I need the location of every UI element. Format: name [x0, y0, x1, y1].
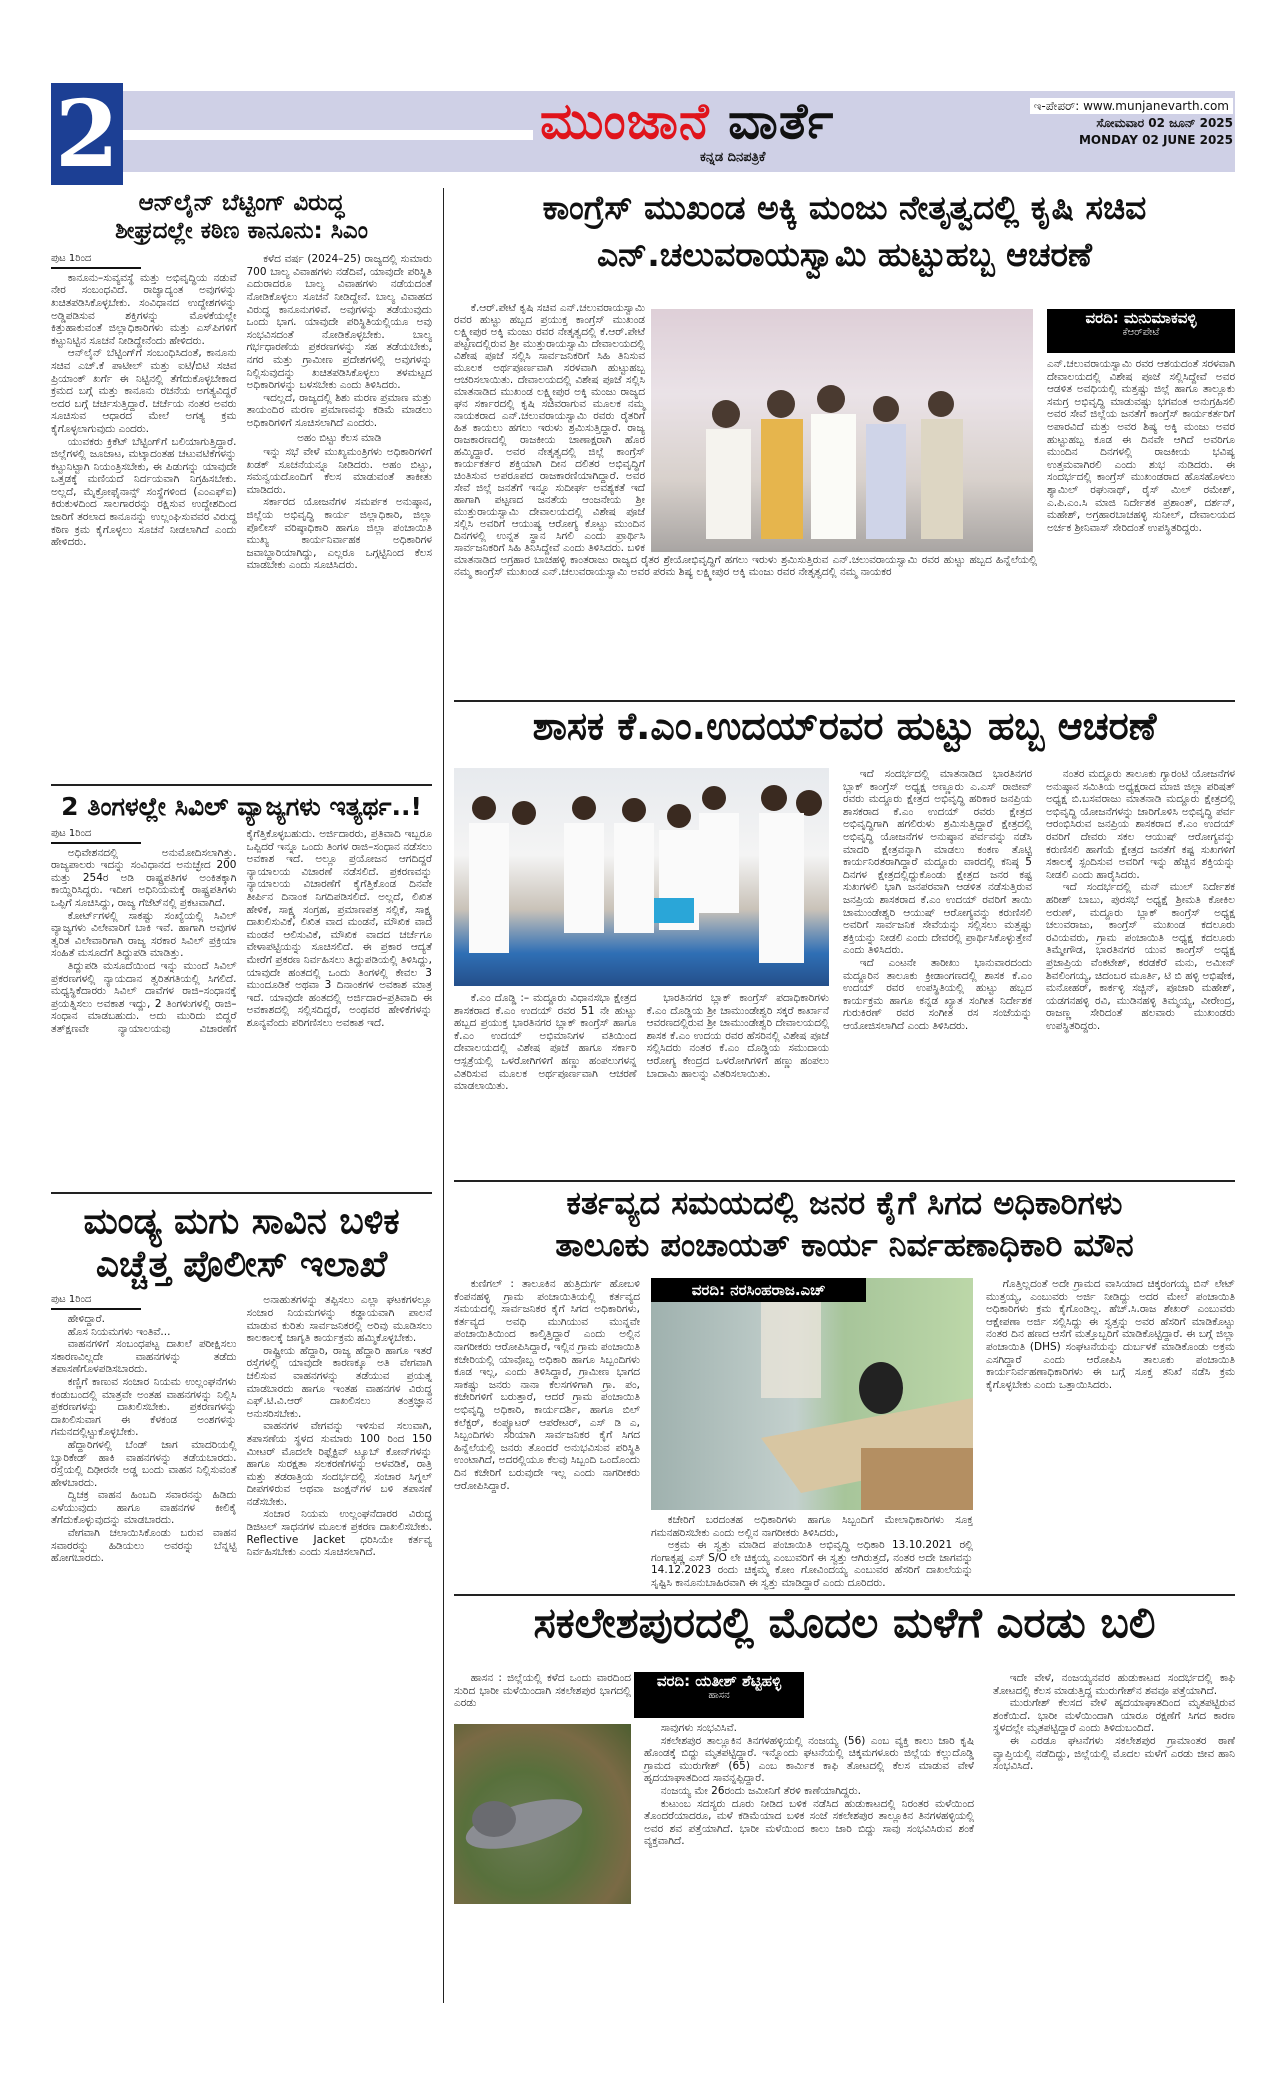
page-number: 2 [51, 83, 123, 185]
date-english: MONDAY 02 JUNE 2025 [1078, 133, 1233, 147]
photo-figure [454, 1724, 631, 1904]
paragraph: ಕುಣಿಗಲ್ : ತಾಲೂಕಿನ ಹುತ್ರಿದುರ್ಗ ಹೋಬಳಿ ಕೆಂಪನಹಳ್ಳಿ ಗ್ರಾಮ ಪಂಚಾಯಿತಿಯಲ್ಲಿ ಕರ್ತವ್ಯದ ಸಮಯದಲ್ಲಿ ಸಾರ್ವಜನಿಕರ ಕೈಗೆ ಸಿಗದ ಅಧಿಕಾರಿಗಳು, ಕರ್ತವ್ಯದ ಅವಧಿ ಮುಗಿಯುವ ಮುನ್ನವೇ ಪಂಚಾಯಿತಿಯಿಂದ ಕಾಲ್ಕಿತ್ತಿದ್ದಾರೆ ಎಂದು ಅಲ್ಲಿನ ನಾಗರೀಕರು ಆರೋಪಿಸಿದ್ದಾರೆ, ಇಲ್ಲಿನ ಗ್ರಾಮ ಪಂಚಾಯಿತಿ ಕಚೇರಿಯಲ್ಲಿ ಯಾವೊಬ್ಬ ಅಧಿಕಾರಿ ಹಾಗೂ ಸಿಬ್ಬಂದಿಗಳು ಕೂಡ ಇಲ್ಲ, ಎಂದು ತಿಳಿಸಿದ್ದಾರೆ, ಗ್ರಾಮೀಣ ಭಾಗದ ಸಾಕಷ್ಟು ಜನರು ನಾನಾ ಕೆಲಸಗಳಿಗಾಗಿ ಗ್ರಾ. ಪಂ, ಕಚೇರಿಗಳಿಗೆ ಬರುತ್ತಾರೆ, ಆದರೆ ಗ್ರಾಮ ಪಂಚಾಯಿತಿ ಅಭಿವೃದ್ಧಿ ಅಧಿಕಾರಿ, ಕಾರ್ಯದರ್ಶಿ, ಹಾಗೂ ಬಿಲ್ ಕಲೆಕ್ಟರ್, ಕಂಪ್ಯೂಟರ್ ಆಪರೇಟರ್, ಎಸ್ ಡಿ ಎ, ಸಿಬ್ಬಂದಿಗಳು ಸರಿಯಾಗಿ ಸಾರ್ವಜನಿಕರ ಕೈಗೆ ಸಿಗದ ಹಿನ್ನೆಲೆಯಲ್ಲಿ ಜನರು ತೊಂದರೆ ಅನುಭವಿಸುವ ಪರಿಸ್ಥಿತಿ ಉಂಟಾಗಿದೆ, ಅದರಲ್ಲಿಯೂ ಕೆಲವು ಸಿಬ್ಬಂದಿ ಒಂದೊಂದು ದಿನ ಕಚೇರಿಗೆ ಬರುವುದೇ ಇಲ್ಲ ಎಂದು ನಾಗರೀಕರು ಆರೋಪಿಸಿದ್ದಾರೆ. [454, 1278, 640, 1492]
headline-line-2: ತಾಲೂಕು ಪಂಚಾಯತ್ ಕಾರ್ಯ ನಿರ್ವಹಣಾಧಿಕಾರಿ ಮೌನ [555, 1226, 1134, 1264]
paragraph: ಹಾಸನ : ಜಿಲ್ಲೆಯಲ್ಲಿ ಕಳೆದ ಒಂದು ವಾರದಿಂದ ಸುರಿದ ಭಾರೀ ಮಳೆಯಿಂದಾಗಿ ಸಕಲೇಶಪುರ ಭಾಗದಲ್ಲಿ ಎರಡು [454, 1672, 631, 1710]
article-separator [454, 1180, 1235, 1182]
paragraph: ಹೆದ್ದಾರಿಗಳಲ್ಲಿ ಬೆಂಡ್ ಜಾಗ ಮಾದರಿಯಲ್ಲಿ ಬ್ಯಾರಿಕೇಡ್ ಹಾಕಿ ವಾಹನಗಳನ್ನು ತಡೆಯಬಾರದು. ರಸ್ತೆಯಲ್ಲಿ ದಿಢೀರನೇ ಅಡ್ಡ ಬಂದು ವಾಹನ ನಿಲ್ಲಿಸುವಂತೆ ಹೇಳಬಾರದು. [51, 1438, 237, 1489]
headline-line-1: ಕಾಂಗ್ರೆಸ್ ಮುಖಂಡ ಅಕ್ಕಿ ಮಂಜು ನೇತೃತ್ವದಲ್ಲಿ ಕೃಷಿ ಸಚಿವ [542, 188, 1147, 227]
photo-office-furniture [651, 1278, 973, 1510]
headline-line-1: ಆನ್‌ಲೈನ್ ಬೆಟ್ಟಿಂಗ್ ವಿರುದ್ಧ [138, 190, 345, 216]
byline-box [651, 1278, 866, 1302]
article-online-betting [51, 190, 432, 753]
masthead-stripe [123, 130, 533, 140]
paragraph: ವಾಹನಗಳ ವೇಗವನ್ನು ಇಳಿಸುವ ಸಲುವಾಗಿ, ತಪಾಸಣೆಯ ಸ್ಥಳದ ಸುಮಾರು 100 ರಿಂದ 150 ಮೀಟರ್ ಮೊದಲೇ ರಿಫ್ಲೆಕ್ಟಿವ್ ಟ್ಯೂಬ್ ಕೋನ್‌ಗಳನ್ನು ಹಾಗೂ ಸುರಕ್ಷತಾ ಸಲಕರಣೆಗಳನ್ನು ಅಳವಡಿಕೆ, ರಾತ್ರಿ ಮತ್ತು ತಡರಾತ್ರಿಯ ಸಂದರ್ಭದಲ್ಲಿ ಸಂಚಾರ ಸಿಗ್ನಲ್ ದೀಪಗಳಿರುವ ಅಥವಾ ಜಂಕ್ಷನ್‌ಗಳ ಬಳಿ ತಪಾಸಣೆ ನಡೆಸಬೇಕು. [246, 1420, 432, 1508]
paragraph: ಎನ್.ಚಲುವರಾಯಸ್ವಾಮಿ ರವರ ಆಶಯದಂತೆ ಸರಳವಾಗಿ ದೇವಾಲಯದಲ್ಲಿ ವಿಶೇಷ ಪೂಜೆ ಸಲ್ಲಿಸಿದ್ದೇವೆ ಅವರ ಆಡಳಿತ ಅವಧಿಯಲ್ಲಿ ಮತ್ತಷ್ಟು ಜಿಲ್ಲೆ ಹಾಗೂ ತಾಲ್ಲೂಕು ಸಮಗ್ರ ಅಭಿವೃದ್ಧಿ ಮಾಡುವಷ್ಟು ಭಗವಂತ ಅನುಗ್ರಹಿಸಲಿ ಅವರ ಸೇವೆ ಜಿಲ್ಲೆಯ ಜನತೆಗೆ ಕಾಂಗ್ರೆಸ್ ಕಾರ್ಯಕರ್ತರಿಗೆ ಅಪಾರವಿದೆ ಮತ್ತು ಅವರ ಶಿಷ್ಯ ಅಕ್ಕಿ ಮಂಜು ಅವರ ಹುಟ್ಟುಹಬ್ಬ ಕೂಡ ಈ ದಿನವೇ ಆಗಿದೆ ಅವರಿಗೂ ಮುಂದಿನ ದಿನಗಳಲ್ಲಿ ರಾಜಕೀಯ ಭವಿಷ್ಯ ಉತ್ತಮವಾಗಿರಲಿ ಎಂದು ಶುಭ ನುಡಿದರು. ಈ ಸಂದರ್ಭದಲ್ಲಿ ಕಾಂಗ್ರೆಸ್ ಮುಖಂಡರಾದ ಹೊಸಹೊಳಲು ಶ್ಯಾಮಿಲ್ ರಘುನಾಥ್, ರೈಸ್ ಮಿಲ್ ರಮೇಶ್, ಎ.ಪಿ.ಎಂ.ಸಿ ಮಾಜಿ ನಿರ್ದೇಶಕ ಪ್ರಶಾಂತ್, ದರ್ಶನ್, ಮಹೇಶ್, ಅಗ್ರಹಾರಬಾಚಹಳ್ಳಿ ಸುನೀಲ್, ದೇವಾಲಯದ ಅರ್ಚಕ ಶ್ರೀನಿವಾಸ್ ಸೇರಿದಂತೆ ಉಪಸ್ಥಿತರಿದ್ದರು. [1047, 358, 1235, 534]
article-civil-cases [51, 792, 432, 1168]
paragraph: ಇದೆ ಸಂದರ್ಭದಲ್ಲಿ ಮಾತನಾಡಿದ ಭಾರತಿನಗರ ಬ್ಲಾಕ್ ಕಾಂಗ್ರೆಸ್ ಅಧ್ಯಕ್ಷ ಅಣ್ಣೂರು ಎ.ಎಸ್ ರಾಜೀವ್ ರವರು ಮದ್ದೂರು ಕ್ಷೇತ್ರದ ಅಭಿವೃದ್ಧಿ ಹರಿಕಾರ ಜನಪ್ರಿಯ ಶಾಸಕರಾದ ಕೆ.ಎಂ ಉದಯ್ ರವರು ಕ್ಷೇತ್ರದ ಅಭಿವೃದ್ಧಿಗಾಗಿ ಹಗಲಿರುಳು ಶ್ರಮಿಸುತ್ತಿದ್ದಾರೆ ಕ್ಷೇತ್ರದಲ್ಲಿ ಅಭಿವೃದ್ಧಿ ಯೋಜನೆಗಳ ಅನುಷ್ಠಾನ ಪರ್ವವನ್ನು ನಡೆಸಿ ಮಾದರಿ ಕ್ಷೇತ್ರವನ್ನಾಗಿ ಮಾಡಲು ಕಂಕಣ ತೊಟ್ಟಿ ಕಾರ್ಯನಿರತರಾಗಿದ್ದಾರೆ ಮದ್ದೂರು ವಾರದಲ್ಲಿ ಕನಿಷ್ಠ 5 ದಿನಗಳ ಕ್ಷೇತ್ರದಲ್ಲಿದ್ದುಕೊಂಡು ಕ್ಷೇತ್ರದ ಜನರ ಕಷ್ಟ ಸುಖಗಳಲಿ ಭಾಗಿ ಜನಪರವಾಗಿ ಆಡಳಿತ ನಡೆಸುತ್ತಿರುವ ಜನಪ್ರಿಯ ಶಾಸಕರಾದ ಕೆ.ಎಂ ಉದಯ್ ರವರಿಗೆ ತಾಯಿ ಚಾಮುಂಡೇಶ್ವರಿ ಆಯುಷ್ ಆರೋಗ್ಯವನ್ನು ಕರುಣಿಸಲಿ ಅವರಿಗೆ ಸಾರ್ವಜನಿಕ ಸೇವೆಯನ್ನು ಸಲ್ಲಿಸಲು ಮತ್ತಷ್ಟು ಶಕ್ತಿಯನ್ನು ನೀಡಲಿ ಎಂದು ದೇವರಲ್ಲಿ ಪ್ರಾರ್ಥಿಸಿಕೊಳ್ಳುತ್ತೇನೆ ಎಂದು ತಿಳಿಸಿದರು. [843, 768, 1032, 957]
byline-box [634, 1672, 804, 1718]
newspaper-logo[interactable] [540, 92, 834, 151]
paragraph: ಸಕಲೇಶಪುರ ತಾಲ್ಲೂಕಿನ ತಿನಗಳಹಳ್ಳಿಯಲ್ಲಿ ನಂಜಯ್ಯ (56) ಎಂಬ ವ್ಯಕ್ತಿ ಕಾಲು ಜಾರಿ ಕೃಷಿ ಹೊಂಡಕ್ಕೆ ಬಿದ್ದು ಮೃತಪಟ್ಟಿದ್ದಾರೆ. ಇನ್ನೊಂದು ಘಟನೆಯಲ್ಲಿ ಚಿಕ್ಕಮಗಳೂರು ಜಿಲ್ಲೆಯ ಕಲ್ಲುದೊಡ್ಡಿ ಗ್ರಾಮದ ಮುರುಗೇಶ್ (65) ಎಂಬ ಕಾರ್ಮಿಕ ಕಾಫಿ ತೋಟದಲ್ಲಿ ಕೆಲಸ ಮಾಡುವ ವೇಳೆ ಹೃದಯಾಘಾತದಿಂದ ಸಾವನ್ನಪ್ಪಿದ್ದಾರೆ. [644, 1734, 974, 1785]
article-body-continued [843, 768, 1235, 1178]
paragraph: ಇದಲ್ಲದೆ, ರಾಜ್ಯದಲ್ಲಿ ಶಿಶು ಮರಣ ಪ್ರಮಾಣ ಮತ್ತು ತಾಯಂದಿರ ಮರಣ ಪ್ರಮಾಣವನ್ನು ಕಡಿಮೆ ಮಾಡಲು ಅಧಿಕಾರಿಗಳಿಗೆ ಸೂಚಿಸಲಾಗಿದೆ ಎಂದರು. [246, 391, 432, 429]
article-body [51, 253, 432, 753]
paragraph: ನಂತರ ಮದ್ದೂರು ತಾಲೂಕು ಗ್ಯಾರಂಟಿ ಯೋಜನೆಗಳ ಅನುಷ್ಠಾನ ಸಮಿತಿಯ ಅಧ್ಯಕ್ಷರಾದ ಮಾಜಿ ಜಿಲ್ಲಾ ಪರಿಷತ್ ಅಧ್ಯಕ್ಷ ಬಿ.ಬಸವರಾಜು ಮಾತನಾಡಿ ಮದ್ದೂರು ಕ್ಷೇತ್ರದಲ್ಲಿ ಅಭಿವೃದ್ಧಿ ಯೋಜನೆಗಳನ್ನು ಜಾರಿಗೊಳಿಸಿ ಅಭಿವೃದ್ಧಿ ಪರ್ವ ಆರಂಭಿಸಿರುವ ಜನಪ್ರಿಯ ಶಾಸಕರಾದ ಕೆ.ಎಂ ಉದಯ್ ರವರಿಗೆ ದೇವರು ಸಕಲ ಆಯುಷ್ ಆರೋಗ್ಯವನ್ನು ಕರುಣಿಸಲಿ ಹಾಗೆಯೆ ಕ್ಷೇತ್ರದ ಜನತೆಗೆ ಕಷ್ಟ ಸುಖಗಳಿಗೆ ಸಕಾಲಕ್ಕೆ ಸ್ಪಂದಿಸುವ ಅವರಿಗೆ ಇನ್ನು ಹೆಚ್ಚಿನ ಶಕ್ತಿಯನ್ನು ನೀಡಲಿ ಎಂದು ಹಾರೈಸಿದರು. [1046, 768, 1235, 881]
headline-line-2: ಎಚ್ಚೆತ್ತ ಪೊಲೀಸ್ ಇಲಾಖೆ [95, 1244, 388, 1286]
paragraph: ಆನ್‌ಲೈನ್ ಬೆಟ್ಟಿಂಗ್‌ಗೆ ಸಂಬಂಧಿಸಿದಂತೆ, ಕಾನೂನು ಸಚಿವ ಎಚ್.ಕೆ ಪಾಟೀಲ್ ಮತ್ತು ಐಟಿ/ಬಿಟಿ ಸಚಿವ ಪ್ರಿಯಾಂಕ್ ಖರ್ಗೆ ಈ ನಿಟ್ಟಿನಲ್ಲಿ ತೆಗೆದುಕೊಳ್ಳಬೇಕಾದ ಕ್ರಮದ ಬಗ್ಗೆ ಮತ್ತು ಕಾನೂನು ರಚನೆಯ ಅಗತ್ಯವಿದ್ದರೆ ಅದರ ಬಗ್ಗೆ ಚರ್ಚಿಸುತ್ತಿದ್ದಾರೆ. ಚರ್ಚೆಯ ನಂತರ ಅವರು ಸೂಚಿಸುವ ಆಧಾರದ ಮೇಲೆ ಅಗತ್ಯ ಕ್ರಮ ಕೈಗೊಳ್ಳಲಾಗುವುದು ಎಂದರು. [51, 347, 237, 435]
tagline: ಕನ್ನಡ ದಿನಪತ್ರಿಕೆ [700, 150, 766, 165]
paragraph: ಕಾನೂನು–ಸುವ್ಯವಸ್ಥೆ ಮತ್ತು ಅಭಿವೃದ್ಧಿಯ ನಡುವೆ ನೇರ ಸಂಬಂಧವಿದೆ. ರಾಜ್ಯಾದ್ಯಂತ ಅವುಗಳನ್ನು ಖಚಿತಪಡಿಸಿಕೊಳ್ಳಬೇಕು. ಸಂವಿಧಾನದ ಉದ್ದೇಶಗಳನ್ನು ಅಡ್ಡಿಪಡಿಸುವ ಶಕ್ತಿಗಳನ್ನು ಮೊಳಕೆಯಲ್ಲೇ ಕಿತ್ತುಹಾಕುವಂತೆ ಜಿಲ್ಲಾಧಿಕಾರಿಗಳು ಮತ್ತು ಎಸ್‌ಪಿಗಳಿಗೆ ಕಟ್ಟುನಿಟ್ಟಿನ ಸೂಚನೆ ನೀಡಿದ್ದೇನೆಂದು ಹೇಳಿದರು. [51, 271, 237, 347]
photo-figures [651, 309, 1033, 552]
continued-from: ಪುಟ 1ರಿಂದ [51, 828, 141, 844]
paragraph: ಕೆ.ಆರ್.ಪೇಟೆ ಕೃಷಿ ಸಚಿವ ಎನ್.ಚಲುವರಾಯಸ್ವಾಮಿ ರವರ ಹುಟ್ಟು ಹಬ್ಬದ ಪ್ರಯುಕ್ತ ಕಾಂಗ್ರೆಸ್ ಮುಖಂಡ ಲಕ್ಷ್ಮೀಪುರ ಅಕ್ಕಿ ಮಂಜು ರವರ ನೇತೃತ್ವದಲ್ಲಿ ಕೆ.ಆರ್.ಪೇಟೆ ಪಟ್ಟಣದಲ್ಲಿರುವ ಶ್ರೀ ಮುತ್ತುರಾಯಸ್ವಾಮಿ ದೇವಾಲಯದಲ್ಲಿ ವಿಶೇಷ ಪೂಜೆ ಸಲ್ಲಿಸಿ ಸಾರ್ವಜನಿಕರಿಗೆ ಸಿಹಿ ತಿನಿಸುವ ಮೂಲಕ ಅರ್ಥಪೂರ್ಣವಾಗಿ ಸರಳವಾಗಿ ಹುಟ್ಟುಹಬ್ಬ ಆಚರಿಸಲಾಯಿತು. ದೇವಾಲಯದಲ್ಲಿ ವಿಶೇಷ ಪೂಜೆ ಸಲ್ಲಿಸಿ ಮಾತನಾಡಿದ ಮುಖಂಡ ಲಕ್ಷ್ಮೀಪುರ ಅಕ್ಕಿ ಮಂಜು ರಾಜ್ಯದ ಘನ ಸರ್ಕಾರದಲ್ಲಿ ಕೃಷಿ ಸಚಿವರಾಗುವ ಮೂಲಕ ನಮ್ಮ ನಾಯಕರಾದ ಎನ್.ಚಲುವರಾಯಸ್ವಾಮಿ ರವರು ರೈತರಿಗೆ ಹಿತ ಕಾಯಲು ಹಗಲು ಇರುಳು ಶ್ರಮಿಸುತ್ತಿದ್ದಾರೆ. ರಾಜ್ಯ ರಾಜಕಾರಣದಲ್ಲಿ ರಾಜಕೀಯ ಚಾಣಾಕ್ಷರಾಗಿ ಹೊರ ಹಮ್ಮಿದ್ದಾರೆ. ಅವರ ನೇತೃತ್ವದಲ್ಲಿ ಜಿಲ್ಲೆ ಕಾಂಗ್ರೆಸ್ ಕಾರ್ಯಕರ್ತರ ಶಕ್ತಿಯಾಗಿ ದೀನ ದಲಿತರ ಅಭಿವೃದ್ಧಿಗೆ ಚಿಂತಿಸುವ ಅಪರೂಪದ ರಾಜಕಾರಣಿಯಾಗಿದ್ದಾರೆ. ಅವರ ಸೇವೆ ಜಿಲ್ಲೆ ಜನತೆಗೆ ಇನ್ನೂ ಸುದೀರ್ಘ ಅವಶ್ಯಕತೆ ಇದೆ ಹಾಗಾಗಿ ಪಟ್ಟಣದ ಜನತೆಯ ಆಂಜನೇಯ ಶ್ರೀ ಮುತ್ತುರಾಯಸ್ವಾಮಿ ದೇವಾಲಯದಲ್ಲಿ ವಿಶೇಷ ಪೂಜೆ ಸಲ್ಲಿಸಿ ಅವರಿಗೆ ಆಯುಷ್ಯ ಆರೋಗ್ಯ ಕೊಟ್ಟು ಮುಂದಿನ ದಿನಗಳಲ್ಲಿ ಉನ್ನತ ಸ್ಥಾನ ಸಿಗಲಿ ಎಂದು ಪ್ರಾರ್ಥಿಸಿ ಸಾರ್ವಜನಿಕರಿಗೆ ಸಿಹಿ ತಿನಿಸಿದ್ದೇವೆ ಎಂದು ತಿಳಿಸಿದರು. ಬಳಿಕ ಮಾತನಾಡಿದ ಅಗ್ರಹಾರ ಬಾಚಹಳ್ಳಿ ಕಾಂತರಾಜು ರಾಜ್ಯದ ರೈತರ ಶ್ರೇಯೋಭಿವೃದ್ಧಿಗೆ ಹಗಲು ಇರುಳು ಶ್ರಮಿಸುತ್ತಿರುವ ಎನ್.ಚಲುವರಾಯಸ್ವಾಮಿ ರವರ ಹುಟ್ಟು ಹಬ್ಬದ ಹಿನ್ನೆಲೆಯಲ್ಲಿ ನಮ್ಮ ಕಾಂಗ್ರೆಸ್ ಮುಖಂಡ ಎನ್.ಚಲುವರಾಯಸ್ವಾಮಿ ಅವರ ಪರಮ ಶಿಷ್ಯ ಲಕ್ಷ್ಮೀಪುರ ಅಕ್ಕಿ ಮಂಜು ರವರ ನೇತೃತ್ವದಲ್ಲಿ ನಮ್ಮ ನಾಯಕರ [454, 302, 1037, 578]
article-separator [454, 700, 1235, 702]
photo-birthday-group [651, 309, 1033, 552]
photo-victim-body [454, 1724, 631, 1904]
paragraph: ಹೇಳಿದ್ದಾರೆ. [67, 1312, 105, 1325]
photo-hospital-visit [454, 768, 829, 986]
paragraph: ದ್ವಿಚಕ್ರ ವಾಹನ ಹಿಂಬದಿ ಸವಾರನನ್ನು ಹಿಡಿದು ಎಳೆಯುವುದು ಹಾಗೂ ವಾಹನಗಳ ಕೀಲಿಕೈ ತೆಗೆದುಕೊಳ್ಳುವುದನ್ನು ಮಾಡಬಾರದು. [51, 1489, 237, 1527]
headline: 2 ತಿಂಗಳಲ್ಲೇ ಸಿವಿಲ್ ವ್ಯಾಜ್ಯಗಳು ಇತ್ಯರ್ಥ..! [61, 792, 422, 821]
headline-line-2: ಶೀಘ್ರದಲ್ಲೇ ಕಠಿಣ ಕಾನೂನು: ಸಿಎಂ [115, 217, 368, 244]
paragraph: ಇನ್ನು ಸಭೆ ವೇಳೆ ಮುಖ್ಯಮಂತ್ರಿಗಳು ಅಧಿಕಾರಿಗಳಿಗೆ ಖಡಕ್ ಸೂಚನೆಯನ್ನೂ ನೀಡಿದರು. ಅಹಂ ಬಿಟ್ಟು, ಸಮನ್ವಯದೊಂದಿಗೆ ಕೆಲಸ ಮಾಡುವಂತೆ ತಾಕೀತು ಮಾಡಿದರು. [246, 446, 432, 496]
paragraph: ವಾಹನಗಳಿಗೆ ಸಂಬಂಧಪಟ್ಟ ದಾಖಲೆ ಪರೀಕ್ಷಿಸಲು ಸಕಾರಣವಿಲ್ಲದೇ ವಾಹನಗಳನ್ನು ತಡೆದು ತಪಾಸಣೆಗೊಳಪಡಿಸಬಾರದು. [51, 1338, 237, 1376]
paragraph: ಈ ಎರಡೂ ಘಟನೆಗಳು ಸಕಲೇಶಪುರ ಗ್ರಾಮಾಂತರ ಠಾಣೆ ವ್ಯಾಪ್ತಿಯಲ್ಲಿ ನಡೆದಿದ್ದು, ಜಿಲ್ಲೆಯಲ್ಲಿ ಮೊದಲ ಮಳೆಗೆ ಎರಡು ಜೀವ ಹಾನಿ ಸಂಭವಿಸಿದೆ. [993, 1734, 1235, 1773]
paragraph: ಹೊಸ ನಿಯಮಗಳು ಇಂತಿವೆ... [67, 1325, 171, 1338]
paragraph: ಕಳೆದ ವರ್ಷ (2024–25) ರಾಜ್ಯದಲ್ಲಿ ಸುಮಾರು 700 ಬಾಲ್ಯ ವಿವಾಹಗಳು ನಡೆದಿವೆ, ಯಾವುದೇ ಪರಿಸ್ಥಿತಿ ಎದುರಾದರೂ ಬಾಲ್ಯ ವಿವಾಹಗಳು ನಡೆಯದಂತೆ ನೋಡಿಕೊಳ್ಳಲು ಸೂಚನೆ ನೀಡಿದ್ದೇನೆ. ಬಾಲ್ಯ ವಿವಾಹದ ವಿರುದ್ಧ ಕಾನೂನುಗಳಿವೆ. ಅವುಗಳನ್ನು ತಡೆಯುವುದು ಒಂದು ಭಾಗ. ಯಾವುದೇ ಪರಿಸ್ಥಿತಿಯಲ್ಲಿಯೂ ಅವು ಸಂಭವಿಸದಂತೆ ನೋಡಿಕೊಳ್ಳಬೇಕು. ಬಾಲ್ಯ ಗರ್ಭಧಾರಣೆಯ ಪ್ರಕರಣಗಳನ್ನು ಸಹ ತಡೆಯಬೇಕು, ನಗರ ಮತ್ತು ಗ್ರಾಮೀಣ ಪ್ರದೇಶಗಳಲ್ಲಿ ಅವುಗಳನ್ನು ನಿಲ್ಲಿಸುವುದನ್ನು ಖಚಿತಪಡಿಸಿಕೊಳ್ಳಲು ತಳಮಟ್ಟದ ಅಧಿಕಾರಿಗಳನ್ನು ಬಳಸಬೇಕು ಎಂದು ತಿಳಿಸಿದರು. [246, 253, 432, 392]
article-mandya-police [51, 1200, 432, 1984]
photo-caption-and-body [651, 1514, 973, 1592]
paragraph: ರಾಷ್ಟ್ರೀಯ ಹೆದ್ದಾರಿ, ರಾಜ್ಯ ಹೆದ್ದಾರಿ ಹಾಗೂ ಇತರೆ ರಸ್ತೆಗಳಲ್ಲಿ ಯಾವುದೇ ಕಾರಣಕ್ಕೂ ಅತಿ ವೇಗವಾಗಿ ಚಲಿಸುವ ವಾಹನಗಳನ್ನು ತಡೆಯುವ ಪ್ರಯತ್ನ ಮಾಡಬಾರದು ಹಾಗೂ ಇಂತಹ ವಾಹನಗಳ ವಿರುದ್ಧ ಎಫ್.ಟಿ.ವಿ.ಆರ್ ದಾಖಲಿಸಲು ತಂತ್ರಜ್ಞಾನ ಅನುಸರಿಸಬೇಕು. [246, 1344, 432, 1420]
paragraph: ಕುಟುಂಬ ಸದಸ್ಯರು ದೂರು ನೀಡಿದ ಬಳಿಕ ನಡೆಸಿದ ಹುಡುಕಾಟದಲ್ಲಿ ನಿರಂತರ ಮಳೆಯಿಂದ ತೊಂದರೆಯಾದರೂ, ಮಳೆ ಕಡಿಮೆಯಾದ ಬಳಿಕ ಸಂಜೆ ಸಕಲೇಶಪುರ ತಾಲ್ಲೂಕಿನ ತಿನಗಳಹಳ್ಳಿಯಲ್ಲಿ ಅವರ ಶವ ಪತ್ತೆಯಾಗಿದೆ. ಭಾರೀ ಮಳೆಯಿಂದ ಕಾಲು ಜಾರಿ ಬಿದ್ದು ಸಾವು ಸಂಭವಿಸಿರುವ ಶಂಕೆ ವ್ಯಕ್ತವಾಗಿದೆ. [644, 1797, 974, 1848]
article-separator [51, 1192, 432, 1194]
article-body-continued [986, 1278, 1235, 1590]
byline-place: ಹಾಸನ [708, 1690, 730, 1701]
continued-from: ಪುಟ 1ರಿಂದ [51, 253, 141, 269]
paragraph: ಅಕ್ರಮ ಈ ಸ್ವತ್ತು ಮಾಡಿದ ಪಂಚಾಯಿತಿ ಅಭಿವೃದ್ಧಿ ಅಧಿಕಾರಿ 13.10.2021 ರಲ್ಲಿ ಗಂಗಾಕೃಷ್ಣ ಎಸ್ S/O ಲೇ ಚಿಕ್ಕಯ್ಯ ಎಂಬುವರಿಗೆ ಈ ಸ್ವತ್ತು ಆಗಿರುತ್ತದೆ, ನಂತರ ಅದೇ ಜಾಗವನ್ನು 14.12.2023 ರಂದು ಚಿಕ್ಕಮ್ಮ ಕೋಂ ಗೋವಿಂದಯ್ಯ ಎಂಬುವರ ಹೆಸರಿಗೆ ದಾಖಲೆಯನ್ನು ಸೃಷ್ಟಿಸಿ ಕಾನೂನುಬಾಹಿರವಾಗಿ ಈ ಸ್ವತ್ತು ಮಾಡಿದ್ದಾರೆ ಎಂದು ದೂರಿದರು. [651, 1539, 973, 1589]
logo-word-1: ಮುಂಜಾನೆ [540, 92, 710, 150]
paragraph: ಭಾರತಿನಗರ ಬ್ಲಾಕ್ ಕಾಂಗ್ರೆಸ್ ಪದಾಧಿಕಾರಿಗಳು ಕೆ.ಎಂ ದೊಡ್ಡಿಯ ಶ್ರೀ ಚಾಮುಂಡೇಶ್ವರಿ ಸಕ್ಕರೆ ಕಾರ್ಖಾನೆ ಆವರಣದಲ್ಲಿರುವ ಶ್ರೀ ಚಾಮುಂಡೇಶ್ವರಿ ದೇವಾಲಯದಲ್ಲಿ ಶಾಸಕ ಕೆ.ಎಂ ಉದಯ ರವರ ಹೆಸರಿನಲ್ಲಿ ವಿಶೇಷ ಪೂಜೆ ಸಲ್ಲಿಸಿದರು ನಂತರ ಕೆ.ಎಂ ದೊಡ್ಡಿಯ ಸಮುದಾಯ ಆರೋಗ್ಯ ಕೇಂದ್ರದ ಒಳರೋಗಿಗಳಿಗೆ ಹಣ್ಣು ಹಂಪಲು ಬಾದಾಮಿ ಹಾಲನ್ನು ವಿತರಿಸಲಾಯಿತು. [646, 992, 829, 1080]
paragraph: ನಂಜಯ್ಯ ಮೇ 26ರಂದು ಜಮೀನಿಗೆ ತೆರಳಿ ಕಾಣೆಯಾಗಿದ್ದರು. [660, 1784, 861, 1797]
article-body [644, 1722, 974, 2002]
paragraph: ಯುವಕರು ಕ್ರಿಕೆಟ್ ಬೆಟ್ಟಿಂಗ್‌ಗೆ ಬಲಿಯಾಗುತ್ತಿದ್ದಾರೆ. ಜಿಲ್ಲೆಗಳಲ್ಲಿ ಜೂಜಾಟ, ಮಟ್ಕಾದಂತಹ ಚಟುವಟಿಕೆಗಳನ್ನು ಕಟ್ಟುನಿಟ್ಟಾಗಿ ನಿಯಂತ್ರಿಸಬೇಕು, ಈ ಪಿಡುಗನ್ನು ಯಾವುದೇ ಒತ್ತಡಕ್ಕೆ ಮಣಿಯದೆ ನಿರ್ದಯವಾಗಿ ನಿಗ್ರಹಿಸಬೇಕು. ಅಲ್ಲದೆ, ಮೈಕ್ರೋಫೈನಾನ್ಸ್ ಸಂಸ್ಥೆಗಳಿಂದ (ಎಂಎಫ್‌ಐ) ಕಿರುಕುಳದಿಂದ ಸಾಲಗಾರರನ್ನು ರಕ್ಷಿಸುವ ಉದ್ದೇಶದಿಂದ ಜಾರಿಗೆ ತರಲಾದ ಕಾನೂನನ್ನು ಉಲ್ಲಂಘಿಸುವವರ ವಿರುದ್ಧ ಕಠಿಣ ಕ್ರಮ ಕೈಗೊಳ್ಳಲು ಸೂಚನೆ ನೀಡಲಾಗಿದೆ ಎಂದು ಹೇಳಿದರು. [51, 435, 237, 549]
article-separator [454, 1594, 1235, 1596]
headline-line-2: ಎನ್.ಚಲುವರಾಯಸ್ವಾಮಿ ಹುಟ್ಟುಹಬ್ಬ ಆಚರಣೆ [597, 235, 1092, 274]
paragraph: ಇದೆ ಎಂಟನೇ ತಾರೀಖು ಭಾನುವಾರದಂದು ಮದ್ದೂರಿನ ತಾಲೂಕು ಕ್ರೀಡಾಂಗಣದಲ್ಲಿ ಶಾಸಕ ಕೆ.ಎಂ ಉದಯ್ ರವರ ಉಪಸ್ಥಿತಿಯಲ್ಲಿ ಹುಟ್ಟು ಹಬ್ಬದ ಕಾರ್ಯಕ್ರಮ ಹಾಗೂ ಕನ್ನಡ ಖ್ಯಾತ ಸಂಗೀತ ನಿರ್ದೇಶಕ ಗುರುಕಿರಣ್ ರವರ ಸಂಗೀತ ರಸ ಸಂಜೆಯನ್ನು ಆಯೋಜಿಸಲಾಗಿದೆ ಎಂದು ತಿಳಿಸಿದರು. [843, 956, 1032, 1032]
paragraph: ಕೋರ್ಟ್‌ಗಳಲ್ಲಿ ಸಾಕಷ್ಟು ಸಂಖ್ಯೆಯಲ್ಲಿ ಸಿವಿಲ್ ವ್ಯಾಜ್ಯಗಳು ವಿಲೇವಾರಿಗೆ ಬಾಕಿ ಇವೆ. ಹಾಗಾಗಿ ಅವುಗಳ ತ್ವರಿತ ವಿಲೇವಾರಿಗಾಗಿ ರಾಜ್ಯ ಸರಕಾರ ಸಿವಿಲ್ ಪ್ರಕ್ರಿಯಾ ಸಂಹಿತೆ ಮಸೂದೆಗೆ ತಿದ್ದುಪಡಿ ಮಾಡಿತ್ತು. [51, 909, 237, 960]
paragraph: ವೇಗವಾಗಿ ಚಲಾಯಿಸಿಕೊಂಡು ಬರುವ ವಾಹನ ಸವಾರರನ್ನು ಹಿಡಿಯಲು ಅವರನ್ನು ಬೆನ್ನಟ್ಟಿ ಹೋಗಬಾರದು. [51, 1527, 237, 1565]
paragraph: ತಿದ್ದುಪಡಿ ಮಸೂದೆಯಿಂದ ಇನ್ನು ಮುಂದೆ ಸಿವಿಲ್ ಪ್ರಕರಣಗಳಲ್ಲಿ ನ್ಯಾಯದಾನ ತ್ವರಿತಗತಿಯಲ್ಲಿ ಸಿಗಲಿದೆ. ಮಧ್ಯಸ್ಥಿಕೆದಾರರು ಸಿವಿಲ್ ದಾವೆಗಳ ರಾಜಿ–ಸಂಧಾನಕ್ಕೆ ಪ್ರಯತ್ನಿಸಲು ಅವಕಾಶ ಇದ್ದು, 2 ತಿಂಗಳುಗಳಲ್ಲಿ ರಾಜಿ–ಸಂಧಾನ ಮಾಡಬಹುದು. ಅದು ಮುರಿದು ಬಿದ್ದರೆ ತತ್‌ಕ್ಷಣವೇ ನ್ಯಾಯಾಲಯವು ವಿಚಾರಣೆಗೆ ಕೈಗೆತ್ತಿಕೊಳ್ಳಬಹುದು. ಅರ್ಜಿದಾರರು, ಪ್ರತಿವಾದಿ ಇಬ್ಬರೂ ಒಪ್ಪಿದರೆ ಇನ್ನೂ ಒಂದು ತಿಂಗಳ ರಾಜಿ–ಸಂಧಾನ ನಡೆಸಲು ಅವಕಾಶ ಇದೆ. ಅಲ್ಲೂ ಪ್ರಯೋಜನ ಆಗದಿದ್ದರೆ ನ್ಯಾಯಾಲಯ ವಿಚಾರಣೆ ನಡೆಸಲಿದೆ. ಪ್ರಕರಣವನ್ನು ನ್ಯಾಯಾಲಯ ವಿಚಾರಣೆಗೆ ಕೈಗೆತ್ತಿಕೊಂಡ ದಿನವೇ ತೀರ್ಪಿನ ದಿನಾಂಕ ನಿಗದಿಪಡಿಸಲಿದೆ. ಅಲ್ಲದೆ, ಲಿಖಿತ ಹೇಳಿಕೆ, ಸಾಕ್ಷ್ಯ ಸಂಗ್ರಹ, ಪ್ರಮಾಣಪತ್ರ ಸಲ್ಲಿಕೆ, ಸಾಕ್ಷ್ಯ ದಾಖಲಿಸುವಿಕೆ, ಲಿಖಿತ ವಾದ ಮಂಡನೆ, ಮೌಖಿಕ ವಾದ ಮಂಡನೆ ಆಲಿಸುವಿಕೆ, ಮೌಖಿಕ ವಾದದ ಚರ್ಚೆಗೂ ವೇಳಾಪಟ್ಟಿಯನ್ನು ಸೂಚಿಸಲಿದೆ. ಈ ಪ್ರಕಾರ ಆದ್ಯತೆ ಮೇರೆಗೆ ಪ್ರಕರಣ ನಿರ್ವಹಿಸಲು ತಿದ್ದುಪಡಿಯಲ್ಲಿ ತಿಳಿಸಿದ್ದು, ಯಾವುದೇ ಹಂತದಲ್ಲಿ ಒಂದು ತಿಂಗಳಲ್ಲಿ ಕೇವಲ 3 ಮುಂದೂಡಿಕೆ ಅಥವಾ 3 ದಿನಾಂಕಗಳ ಅವಕಾಶ ಮಾತ್ರ ಇದೆ. ಯಾವುದೇ ಹಂತದಲ್ಲಿ ಅರ್ಜಿದಾರ–ಪ್ರತಿವಾದಿ ಈ ಅವಕಾಶದಲ್ಲಿ ಸಲ್ಲಿಸದಿದ್ದರೆ, ಅಂಥವರ ಹೇಳಿಕೆಗಳನ್ನು ಶೂನ್ಯವೆಂದು ಪರಿಗಣಿಸಲು ಅವಕಾಶ ಇದೆ. [51, 828, 432, 1035]
article-lead [454, 1672, 631, 1720]
byline-place: ಕೆಆರ್‌ಪೇಟೆ [1122, 327, 1160, 338]
paragraph: ಇದೆ ಸಂದರ್ಭದಲ್ಲಿ ಮನ್ ಮುಲ್ ನಿರ್ದೇಶಕ ಹರೀಶ್ ಬಾಬು, ಪುರಸಭೆ ಅಧ್ಯಕ್ಷೆ ಶ್ರೀಮತಿ ಕೋಕಿಲ ಅರುಣ್, ಮದ್ದೂರು ಬ್ಲಾಕ್ ಕಾಂಗ್ರೆಸ್ ಅಧ್ಯಕ್ಷ ಚಲುವರಾಜು, ಕಾಂಗ್ರೆಸ್ ಮುಖಂಡ ಕದಲೂರು ರವಿಯವರು, ಗ್ರಾಮ ಪಂಚಾಯಿತಿ ಅಧ್ಯಕ್ಷ ಕದಲೂರು ತಿಮ್ಮೇಗೌಡ, ಭಾರತಿನಗರ ಯುವ ಕಾಂಗ್ರೆಸ್ ಅಧ್ಯಕ್ಷ ಪ್ರಜಾಪ್ರಿಯ ವೆಂಕಟೇಶ್, ಕರಡಕೆರೆ ಮನು, ಅಮೀನ್ ಶಿವಲಿಂಗಯ್ಯ, ಚಿದಂಬರ ಮೂರ್ತಿ, ಟಿ ಬಿ ಹಳ್ಳಿ ಅಭಿಷೇಕ, ಮನೋಹರ್, ಕಾರ್ಕಳ್ಳಿ ಸಚ್ಚಿನ್, ಪೂಜಾರಿ ಮಹೇಶ್, ಯಡಗನಹಳ್ಳಿ ರವಿ, ಮುಡಿನಹಳ್ಳಿ ತಿಮ್ಮಯ್ಯ, ವೀರೇಂದ್ರ, ರಾಜಣ್ಣ ಸೇರಿದಂತೆ ಹಲವಾರು ಮುಖಂಡರು ಉಪಸ್ಥಿತರಿದ್ದರು. [1046, 881, 1235, 1032]
article-body [454, 992, 829, 1178]
byline-box [1047, 309, 1235, 353]
paragraph: ಕಚೇರಿಗೆ ಬರದಂತಹ ಅಧಿಕಾರಿಗಳು ಹಾಗೂ ಸಿಬ್ಬಂದಿಗೆ ಮೇಲಾಧಿಕಾರಿಗಳು ಸೂಕ್ತ ಗಮನಹರಿಸಬೇಕು ಎಂದು ಅಲ್ಲಿನ ನಾಗರೀಕರು ತಿಳಿಸಿದರು, [651, 1514, 973, 1539]
paragraph: ಇದೇ ವೇಳೆ, ನಂಜಯ್ಯನವರ ಹುಡುಕಾಟದ ಸಂದರ್ಭದಲ್ಲಿ ಕಾಫಿ ತೋಟದಲ್ಲಿ ಕೆಲಸ ಮಾಡುತ್ತಿದ್ದ ಮುರುಗೇಶ್‌ನ ಶವವೂ ಪತ್ತೆಯಾಗಿದೆ. [993, 1672, 1235, 1697]
paragraph: ಅನಾಹುತಗಳನ್ನು ತಪ್ಪಿಸಲು ಎಲ್ಲಾ ಘಟಕಗಳಲ್ಲೂ ಸಂಚಾರ ನಿಯಮಗಳನ್ನು ಕಡ್ಡಾಯವಾಗಿ ಪಾಲನೆ ಮಾಡುವ ಕುರಿತು ಸಾರ್ವಜನಿಕರಲ್ಲಿ ಅರಿವು ಮೂಡಿಸಲು ಕಾಲಕಾಲಕ್ಕೆ ಜಾಗೃತಿ ಕಾರ್ಯಕ್ರಮ ಹಮ್ಮಿಕೊಳ್ಳಬೇಕು. [246, 1294, 432, 1345]
subheading: ಅಹಂ ಬಿಟ್ಟು ಕೆಲಸ ಮಾಡಿ [297, 431, 382, 444]
date-kannada: ಸೋಮವಾರ 02 ಜೂನ್ 2025 [1096, 116, 1233, 130]
paragraph: ಸರ್ಕಾರದ ಯೋಜನೆಗಳ ಸಮರ್ಪಕ ಅನುಷ್ಠಾನ, ಜಿಲ್ಲೆಯ ಅಭಿವೃದ್ಧಿ ಕಾರ್ಯ ಜಿಲ್ಲಾಧಿಕಾರಿ, ಜಿಲ್ಲಾ ಪೊಲೀಸ್ ವರಿಷ್ಠಾಧಿಕಾರಿ ಹಾಗೂ ಜಿಲ್ಲಾ ಪಂಚಾಯಿತಿ ಮುಖ್ಯ ಕಾರ್ಯನಿರ್ವಾಹಕ ಅಧಿಕಾರಿಗಳ ಜವಾಬ್ದಾರಿಯಾಗಿದ್ದು, ಎಲ್ಲರೂ ಒಗ್ಗಟ್ಟಿನಿಂದ ಕೆಲಸ ಮಾಡಬೇಕು ಎಂದು ಸೂಚಿಸಿದರು. [246, 496, 432, 572]
article-separator [51, 784, 432, 786]
byline-reporter: ವರದಿ: ಮನುಮಾಕವಳ್ಳಿ [1085, 309, 1197, 327]
continued-from: ಪುಟ 1ರಿಂದ [51, 1294, 141, 1310]
logo-word-2: ವಾರ್ತೆ [728, 92, 835, 150]
paragraph: ಮುರುಗೇಶ್ ಕೆಲಸದ ವೇಳೆ ಹೃದಯಾಘಾತದಿಂದ ಮೃತಪಟ್ಟಿರುವ ಶಂಕೆಯಿದೆ. ಭಾರೀ ಮಳೆಯಿಂದಾಗಿ ಯಾರೂ ರಕ್ಷಣೆಗೆ ಸಿಗದ ಕಾರಣ ಸ್ಥಳದಲ್ಲೇ ಮೃತಪಟ್ಟಿದ್ದಾರೆ ಎಂದು ತಿಳಿದುಬಂದಿದೆ. [993, 1697, 1235, 1735]
paragraph: ಅಧಿವೇಶನದಲ್ಲಿ ಅನುಮೋದಿಸಲಾಗಿತ್ತು. ರಾಜ್ಯಪಾಲರು ಇದನ್ನು ಸಂವಿಧಾನದ ಅನುಚ್ಛೇದ 200 ಮತ್ತು 254ರ ಅಡಿ ರಾಷ್ಟ್ರಪತಿಗಳ ಅಂಕಿತಕ್ಕಾಗಿ ಕಾಯ್ದಿರಿಸಿದ್ದರು. ಇದೀಗ ಅಧಿನಿಯಮಕ್ಕೆ ರಾಷ್ಟ್ರಪತಿಗಳು ಒಪ್ಪಿಗೆ ಸೂಚಿಸಿದ್ದು, ರಾಜ್ಯ ಗೆಜೆಟ್‌ನಲ್ಲಿ ಪ್ರಕಟವಾಗಿದೆ. [51, 846, 237, 909]
headline: ಶಾಸಕ ಕೆ.ಎಂ.ಉದಯ್‌ರವರ ಹುಟ್ಟು ಹಬ್ಬ ಆಚರಣೆ [532, 704, 1157, 748]
column-divider [443, 188, 444, 2003]
paragraph: ಕೆ.ಎಂ ದೊಡ್ಡಿ :– ಮದ್ದೂರು ವಿಧಾನಸಭಾ ಕ್ಷೇತ್ರದ ಶಾಸಕರಾದ ಕೆ.ಎಂ ಉದಯ್ ರವರ 51 ನೇ ಹುಟ್ಟು ಹಬ್ಬದ ಪ್ರಯುಕ್ತ ಭಾರತಿನಗರ ಬ್ಲಾಕ್ ಕಾಂಗ್ರೆಸ್ ಹಾಗೂ ಕೆ.ಎಂ ಉದಯ್ ಅಭಿಮಾನಿಗಳ ವತಿಯಿಂದ ದೇವಾಲಯದಲ್ಲಿ ವಿಶೇಷ ಪೂಜೆ ಹಾಗೂ ಸರ್ಕಾರಿ ಆಸ್ಪತ್ರೆಯಲ್ಲಿ ಒಳರೋಗಿಗಳಿಗೆ ಹಣ್ಣು ಹಂಪಲುಗಳನ್ನ ವಿತರಿಸುವ ಮೂಲಕ ಅರ್ಥಪೂರ್ಣವಾಗಿ ಆಚರಣೆ ಮಾಡಲಾಯಿತು. [454, 992, 637, 1093]
paragraph: ಸಾವುಗಳು ಸಂಭವಿಸಿವೆ. [660, 1722, 737, 1734]
article-body-continued [993, 1672, 1235, 2002]
byline-reporter: ವರದಿ: ಯತೀಶ್ ಶೆಟ್ಟಿಹಳ್ಳಿ [656, 1672, 782, 1690]
epaper-link[interactable]: ಇ-ಪೇಪರ್: www.munjanevarth.com [1030, 98, 1233, 114]
paragraph: ಕಣ್ಣಿಗೆ ಕಾಣುವ ಸಂಚಾರ ನಿಯಮ ಉಲ್ಲಂಘನೆಗಳು ಕಂಡುಬಂದಲ್ಲಿ ಮಾತ್ರವೇ ಅಂತಹ ವಾಹನಗಳನ್ನು ನಿಲ್ಲಿಸಿ ಪ್ರಕರಣಗಳನ್ನು ದಾಖಲಿಸಬೇಕು. ಪ್ರಕರಣಗಳನ್ನು ದಾಖಲಿಸುವಾಗ ಈ ಕೆಳಕಂಡ ಅಂಶಗಳನ್ನು ಗಮನದಲ್ಲಿಟ್ಟುಕೊಳ್ಳಬೇಕು. [51, 1375, 237, 1439]
article-body-continued [1047, 358, 1235, 698]
byline-reporter: ವರದಿ: ನರಸಿಂಹರಾಜ.ಎಚ್ [691, 1281, 826, 1299]
photo-figures [454, 768, 829, 986]
photo-empty-office [651, 1278, 973, 1510]
paragraph: ಸಂಚಾರ ನಿಯಮ ಉಲ್ಲಂಘನೆದಾರರ ವಿರುದ್ಧ ಡಿಜಿಟಲ್ ಸಾಧನಗಳ ಮೂಲಕ ಪ್ರಕರಣ ದಾಖಲಿಸಬೇಕು. Reflective Jacket ಧರಿಸಿಯೇ ಕರ್ತವ್ಯ ನಿರ್ವಹಿಸಬೇಕು ಎಂದು ಸೂಚಿಸಲಾಗಿದೆ. [246, 1508, 432, 1559]
headline-line-1: ಮಂಡ್ಯ ಮಗು ಸಾವಿನ ಬಳಿಕ [83, 1201, 400, 1242]
article-body [454, 1278, 640, 1590]
paragraph: ಗೊತ್ತಿಲ್ಲದಂತೆ ಅದೇ ಗ್ರಾಮದ ವಾಸಿಯಾದ ಚಿಕ್ಕರಂಗಯ್ಯ ಬಿನ್ ಲೇಟ್ ಮುತ್ತಯ್ಯ, ಎಂಬುವರು ಅರ್ಜಿ ನೀಡಿದ್ದು ಅದರ ಮೇಲೆ ಪಂಚಾಯಿತಿ ಅಧಿಕಾರಿಗಳು ಕ್ರಮ ಕೈಗೊಂಡಿಲ್ಲ. ಹೆಚ್.ಸಿ.ರಾಜ ಶೇಖರ್ ಎಂಬುವರು ಆಕ್ಷೇಪಣಾ ಅರ್ಜಿ ಸಲ್ಲಿಸಿದ್ದು ಈ ಸ್ವತ್ತನ್ನು ಅವರ ಹೆಸರಿಗೆ ಮಾಡಿಕೊಟ್ಟು ನಂತರ ದಿನ ಹಣದ ಆಸೆಗೆ ಮತ್ತೊಬ್ಬರಿಗೆ ಮಾಡಿಕೊಟ್ಟಿದ್ದಾರೆ. ಈ ಬಗ್ಗೆ ಜಿಲ್ಲಾ ಪಂಚಾಯಿತಿ (DHS) ಸಂಘಟನೆಯನ್ನು ದುರ್ಬಳಕೆ ಮಾಡಿಕೊಂಡು ಅಕ್ರಮ ಎಸಗಿದ್ದಾರೆ ಎಂದು ಆರೋಪಿಸಿ ತಾಲೂಕು ಪಂಚಾಯಿತಿ ಕಾರ್ಯನಿರ್ವಹಣಾಧಿಕಾರಿಗಳು ಈ ಬಗ್ಗೆ ಸೂಕ್ತ ತನಿಖೆ ನಡೆಸಿ ಕ್ರಮ ಕೈಗೊಳ್ಳಬೇಕು ಎಂದು ಒತ್ತಾಯಿಸಿದರು. [986, 1278, 1235, 1391]
masthead-info [1030, 98, 1233, 149]
headline-line-1: ಕರ್ತವ್ಯದ ಸಮಯದಲ್ಲಿ ಜನರ ಕೈಗೆ ಸಿಗದ ಅಧಿಕಾರಿಗಳು [566, 1184, 1123, 1222]
article-body [51, 1294, 432, 1984]
headline: ಸಕಲೇಶಪುರದಲ್ಲಿ ಮೊದಲ ಮಳೆಗೆ ಎರಡು ಬಲಿ [533, 1598, 1156, 1647]
article-body [51, 828, 432, 1168]
